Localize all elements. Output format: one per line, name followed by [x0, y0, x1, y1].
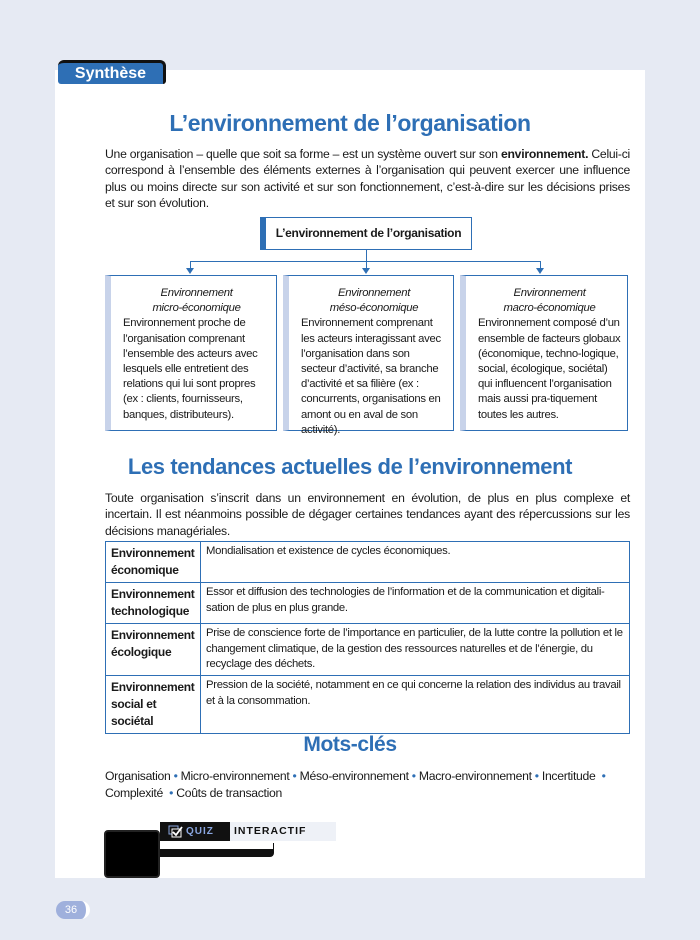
row-text: Essor et diffusion des technologies de l’information et de la communication et digitali-sation de plus en plus grande. [201, 583, 630, 624]
intro-paragraph [105, 146, 630, 211]
section-title-tendances: Les tendances actuelles de l’environnement [127, 454, 573, 479]
table-row [106, 542, 630, 583]
qr-code-redacted[interactable] [104, 830, 160, 878]
keyword: Organisation [105, 769, 171, 783]
arrow-down-icon [186, 268, 194, 274]
quiz-label: INTERACTIF [234, 825, 307, 837]
arrow-down-icon [362, 268, 370, 274]
keyword: Macro-environnement [418, 769, 532, 783]
table-row [106, 676, 630, 734]
row-text: Prise de conscience forte de l’importance en particulier, de la lutte contre la pollution et le changement climatique, de la gestion des ressources naturelles et de l’énergie, du recyclage des déchets. [201, 624, 630, 676]
box-text: Environnement proche de l’organisation comprenant l’ensemble des acteurs avec lesquels elle entretient des relations qui lui sont propres (ex : clients, fournisseurs, banques, distributeurs). [123, 317, 258, 421]
box-macro [460, 275, 628, 431]
keywords-list: Organisation • Micro-environnement • Méso-environnement • Macro-environnement • Incertitude • Complexité • Coûts de transaction [105, 769, 606, 800]
quiz-tag [160, 822, 230, 841]
box-micro [105, 275, 277, 431]
box-title: Environnement [337, 287, 411, 299]
box-text: Environnement comprenant les acteurs interagissant avec l’organisation dans son secteur d’activité, sa branche d’activité et sa filière (ex : concurrents, organisations en amont ou en aval de son activité). [301, 317, 441, 436]
quiz-tag-label: QUIZ [186, 826, 214, 837]
diagram-root: L’environnement de l’organisation [260, 217, 472, 250]
page-number: 36 [56, 901, 90, 919]
keyword: Micro-environnement [180, 769, 290, 783]
keyword: Incertitude [541, 769, 596, 783]
table-row [106, 624, 630, 676]
box-title: Environnement [513, 287, 586, 299]
checkbox-icon [168, 825, 184, 838]
row-label: Environnement économique [106, 542, 201, 583]
intro-text: Une organisation – quelle que soit sa forme – est un système ouvert sur son [105, 147, 501, 161]
tendances-intro: Toute organisation s’inscrit dans un environnement en évolution, de plus en plus complexe et incertain. Il est néanmoins possible de dégager certaines tendances ayant des répercussions sur les décisions managériales. [105, 491, 630, 538]
section-title-environnement: L’environnement de l’organisation [169, 110, 531, 136]
row-label: Environnement technologique [106, 583, 201, 624]
keyword: Complexité [105, 786, 163, 800]
intro-bold: environnement. [500, 147, 589, 161]
row-text: Mondialisation et existence de cycles économiques. [201, 542, 630, 583]
keyword: Coûts de transaction [176, 786, 283, 800]
tendances-table [105, 541, 630, 734]
section-title-mots-cles: Mots-clés [303, 733, 397, 756]
box-text: Environnement composé d’un ensemble de facteurs globaux (économique, techno-logique, social, écologique, sociétal) qui influencent l’organisation mais aussi pra-tiquement toutes les autres. [478, 317, 621, 421]
box-subtitle: macro-économique [503, 302, 596, 315]
row-label: Environnement social et sociétal [106, 676, 201, 734]
row-label: Environnement écologique [106, 624, 201, 676]
table-row [106, 583, 630, 624]
quiz-interactif-link[interactable] [160, 822, 336, 841]
keyword: Méso-environnement [299, 769, 409, 783]
box-title: Environnement [160, 287, 233, 299]
synthese-tab: Synthèse [58, 60, 166, 84]
arrow-down-icon [536, 268, 544, 274]
box-subtitle: micro-économique [152, 302, 241, 315]
box-subtitle: méso-économique [329, 302, 419, 315]
box-meso [283, 275, 454, 436]
intro-text-rest: Celui-ci correspond à l’ensemble des éléments externes à l’organisation qui peuvent exercer une influence plus ou moins directe sur son activité et sur son fonctionnement, c’est-à-dire sur les décisions prises et sur son évolution. [105, 147, 630, 210]
row-text: Pression de la société, notamment en ce qui concerne la relation des individus au travail et à la consommation. [201, 676, 630, 734]
redacted-link [160, 843, 274, 857]
